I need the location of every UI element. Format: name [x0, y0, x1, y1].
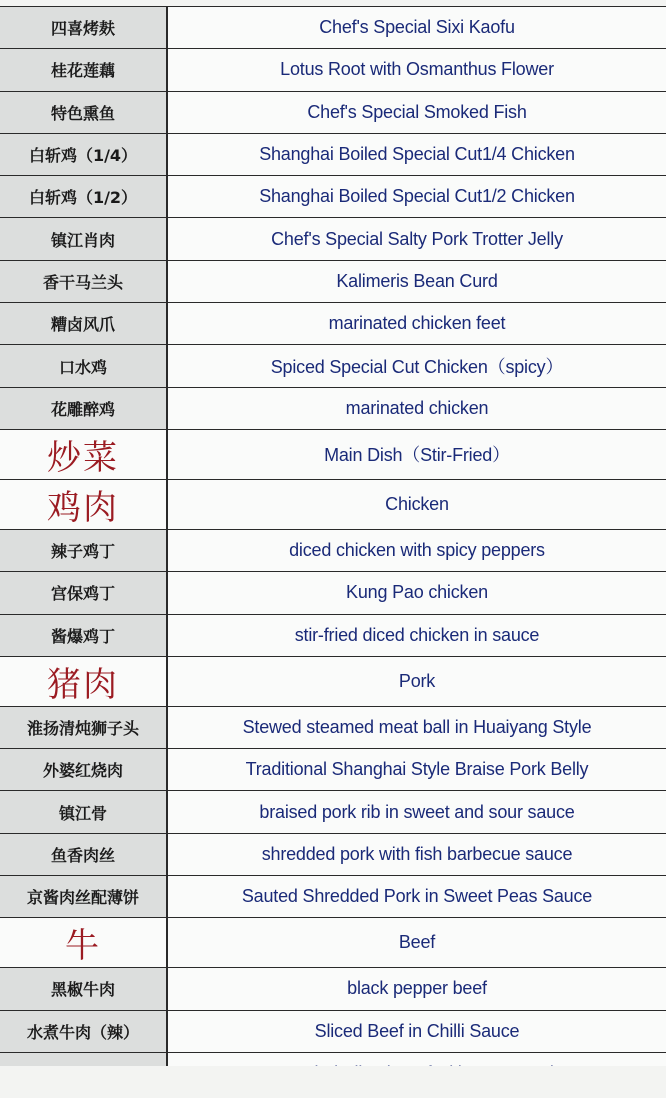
section-title-english: Main Dish（Stir-Fried） — [167, 429, 666, 479]
chinese-name: 辣子鸡丁 — [0, 529, 167, 571]
section-header-row — [0, 918, 666, 968]
menu-row — [0, 833, 666, 875]
section-header-row — [0, 656, 666, 706]
menu-row — [0, 572, 666, 614]
english-name: Lotus Root with Osmanthus Flower — [167, 49, 666, 91]
english-name: braised pork rib in sweet and sour sauce — [167, 791, 666, 833]
section-title-english: Chicken — [167, 479, 666, 529]
section-title-english: Pork — [167, 656, 666, 706]
menu-row — [0, 387, 666, 429]
section-title-chinese: 牛 — [0, 918, 167, 968]
menu-row — [0, 529, 666, 571]
english-name: black pepper beef — [167, 968, 666, 1010]
chinese-name: 外婆红烧肉 — [0, 749, 167, 791]
section-title-chinese: 炒菜 — [0, 429, 167, 479]
chinese-name: 桂花莲藕 — [0, 49, 167, 91]
menu-row — [0, 49, 666, 91]
menu-table — [0, 6, 666, 1095]
english-name: Shanghai Boiled Special Cut1/2 Chicken — [167, 176, 666, 218]
english-name: Sauted Shredded Pork in Sweet Peas Sauce — [167, 876, 666, 918]
english-name: marinated chicken — [167, 387, 666, 429]
menu-row — [0, 303, 666, 345]
chinese-name: 口水鸡 — [0, 345, 167, 387]
menu-row — [0, 614, 666, 656]
menu-row — [0, 176, 666, 218]
section-title-english: Beef — [167, 918, 666, 968]
english-name: stir-fried diced chicken in sauce — [167, 614, 666, 656]
menu-row — [0, 345, 666, 387]
menu-row — [0, 91, 666, 133]
english-name: Chef's Special Sixi Kaofu — [167, 7, 666, 49]
english-name: Traditional Shanghai Style Braise Pork Belly — [167, 749, 666, 791]
menu-row — [0, 1010, 666, 1052]
chinese-name: 白斩鸡（1/4） — [0, 133, 167, 175]
chinese-name: 淮扬清炖狮子头 — [0, 706, 167, 748]
menu-row — [0, 260, 666, 302]
chinese-name: 水煮牛肉（辣） — [0, 1010, 167, 1052]
chinese-name: 京酱肉丝配薄饼 — [0, 876, 167, 918]
menu-row — [0, 706, 666, 748]
chinese-name: 鱼香肉丝 — [0, 833, 167, 875]
chinese-name: 糟卤风爪 — [0, 303, 167, 345]
menu-row — [0, 968, 666, 1010]
chinese-name: 香干马兰头 — [0, 260, 167, 302]
section-header-row — [0, 479, 666, 529]
menu-row — [0, 218, 666, 260]
chinese-name: 黑椒牛肉 — [0, 968, 167, 1010]
chinese-name: 特色熏鱼 — [0, 91, 167, 133]
english-name: shredded pork with fish barbecue sauce — [167, 833, 666, 875]
english-name: marinated chicken feet — [167, 303, 666, 345]
chinese-name: 酱爆鸡丁 — [0, 614, 167, 656]
section-title-chinese: 猪肉 — [0, 656, 167, 706]
page-margin — [0, 1066, 666, 1098]
chinese-name: 镇江骨 — [0, 791, 167, 833]
english-name: Kung Pao chicken — [167, 572, 666, 614]
chinese-name: 花雕醉鸡 — [0, 387, 167, 429]
menu-row — [0, 133, 666, 175]
english-name: Chef's Special Smoked Fish — [167, 91, 666, 133]
english-name: Chef's Special Salty Pork Trotter Jelly — [167, 218, 666, 260]
english-name: diced chicken with spicy peppers — [167, 529, 666, 571]
section-title-chinese: 鸡肉 — [0, 479, 167, 529]
chinese-name: 白斩鸡（1/2） — [0, 176, 167, 218]
chinese-name: 镇江肖肉 — [0, 218, 167, 260]
english-name: Kalimeris Bean Curd — [167, 260, 666, 302]
menu-body — [0, 7, 666, 1095]
english-name: Stewed steamed meat ball in Huaiyang Style — [167, 706, 666, 748]
menu-row — [0, 876, 666, 918]
menu-row — [0, 791, 666, 833]
english-name: Spiced Special Cut Chicken（spicy） — [167, 345, 666, 387]
menu-row — [0, 7, 666, 49]
menu-row — [0, 749, 666, 791]
english-name: Sliced Beef in Chilli Sauce — [167, 1010, 666, 1052]
english-name: Shanghai Boiled Special Cut1/4 Chicken — [167, 133, 666, 175]
chinese-name: 四喜烤麸 — [0, 7, 167, 49]
section-header-row — [0, 429, 666, 479]
chinese-name: 宫保鸡丁 — [0, 572, 167, 614]
